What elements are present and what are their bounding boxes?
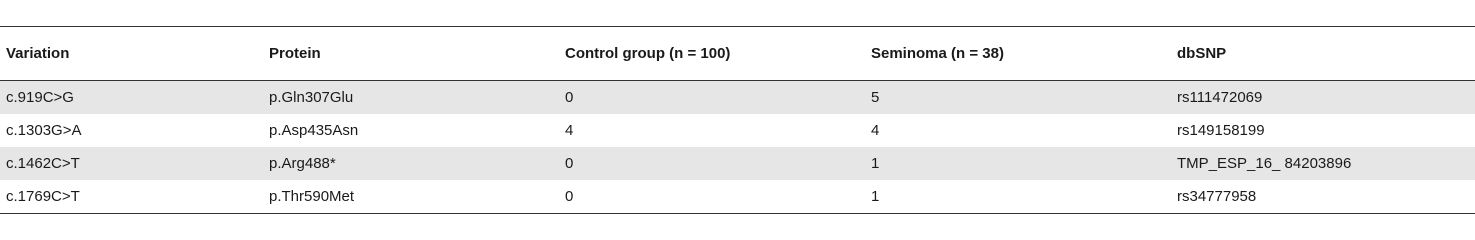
- cell-seminoma: 1: [871, 188, 880, 205]
- cell-dbsnp: rs111472069: [1171, 81, 1475, 115]
- table-row: [0, 114, 1475, 147]
- cell-dbsnp: rs34777958: [1177, 188, 1257, 205]
- header-variation: Variation: [6, 45, 70, 62]
- cell-control-group: 0: [559, 147, 865, 180]
- cell-protein: p.Asp435Asn: [269, 122, 359, 139]
- cell-seminoma: 5: [865, 81, 1171, 115]
- cell-seminoma: 1: [865, 147, 1171, 180]
- header-control-group: Control group (n = 100): [565, 45, 731, 62]
- cell-dbsnp: TMP_ESP_16_ 84203896: [1171, 147, 1475, 180]
- table-header-row: [0, 27, 1475, 81]
- cell-protein: p.Thr590Met: [269, 188, 355, 205]
- table-row: [0, 147, 1475, 180]
- table-row: [0, 180, 1475, 214]
- cell-protein: p.Arg488*: [263, 147, 559, 180]
- cell-protein: p.Gln307Glu: [263, 81, 559, 115]
- header-seminoma: Seminoma (n = 38): [871, 45, 1004, 62]
- header-dbsnp: dbSNP: [1177, 45, 1227, 62]
- variants-table: [0, 26, 1475, 214]
- cell-dbsnp: rs149158199: [1177, 122, 1265, 139]
- cell-control-group: 0: [565, 188, 574, 205]
- cell-control-group: 0: [559, 81, 865, 115]
- header-protein: Protein: [269, 45, 321, 62]
- cell-control-group: 4: [565, 122, 574, 139]
- cell-variation: c.1462C>T: [0, 147, 263, 180]
- cell-variation: c.919C>G: [0, 81, 263, 115]
- table-row: [0, 81, 1475, 115]
- cell-seminoma: 4: [871, 122, 880, 139]
- variants-table-container: [0, 26, 1475, 214]
- cell-variation: c.1303G>A: [6, 122, 82, 139]
- cell-variation: c.1769C>T: [6, 188, 80, 205]
